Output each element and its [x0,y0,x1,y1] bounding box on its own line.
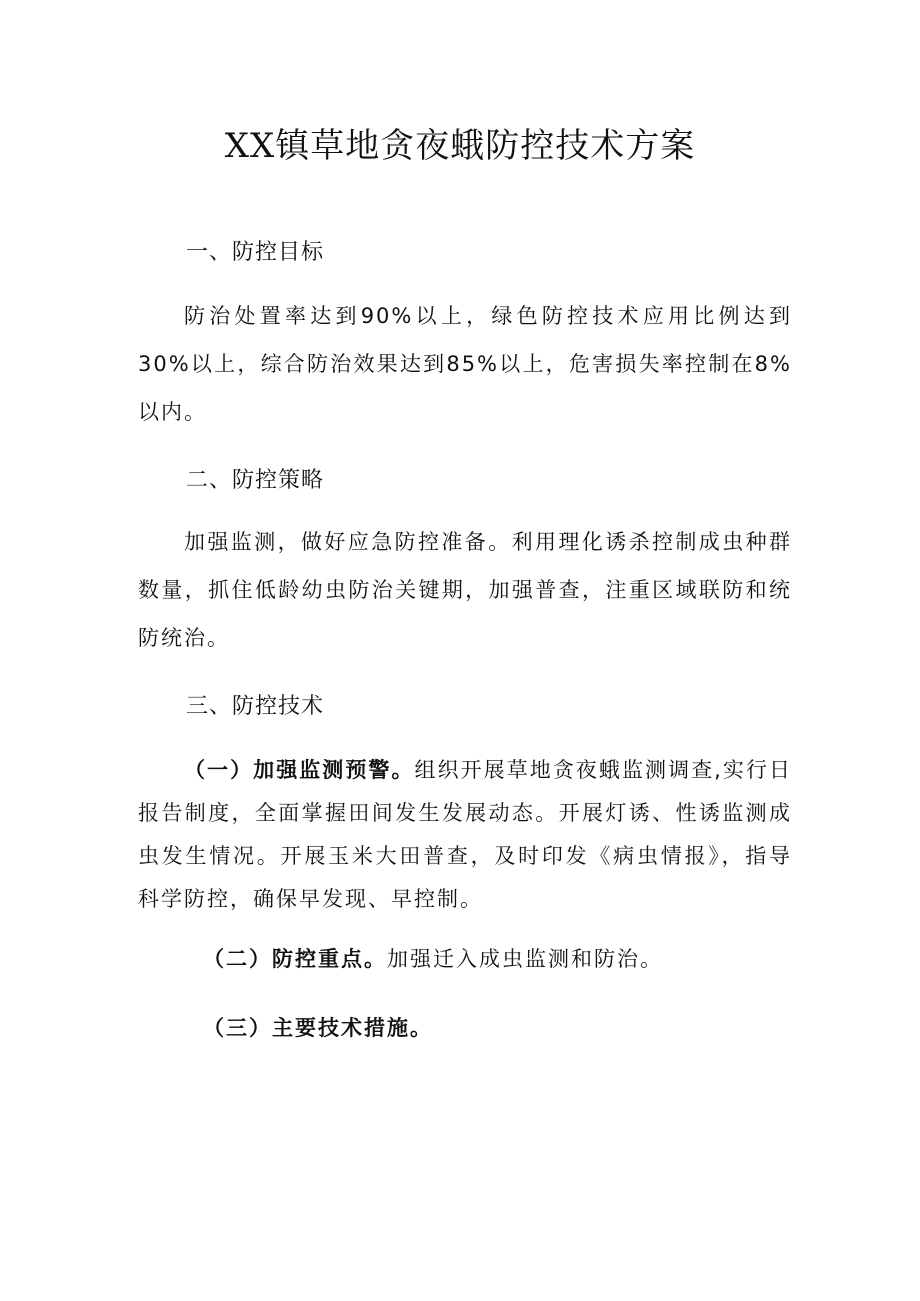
subheading-monitoring: （一）加强监测预警。 [184,758,415,782]
document-title: XX镇草地贪夜蛾防控技术方案 [224,126,696,166]
section-heading-goals: 一、防控目标 [186,240,325,265]
paragraph-strategy: 加强监测，做好应急防控准备。利用理化诱杀控制成虫种群数量，抓住低龄幼虫防治关键期，加强普查，注重区域联防和统防统治。 [138,530,792,650]
key-points-body: 加强迁入成虫监测和防治。 [387,947,663,971]
paragraph-key-points [203,944,663,974]
paragraph-monitoring [138,749,792,921]
paragraph-main-measures [203,1013,433,1043]
paragraph-goals: 防治处置率达到90%以上，绿色防控技术应用比例达到30%以上，综合防治效果达到85%以上，危害损失率控制在8%以内。 [138,304,792,424]
section-heading-techniques: 三、防控技术 [186,694,325,719]
subheading-main-measures: （三）主要技术措施。 [203,1016,433,1040]
monitoring-body: 组织开展草地贪夜蛾监测调查,实行日报告制度，全面掌握田间发生发展动态。开展灯诱、性诱监测成虫发生情况。开展玉米大田普查，及时印发《病虫情报》，指导科学防控，确保早发现、早控制。 [138,758,792,911]
subheading-key-points: （二）防控重点。 [203,947,387,971]
section-heading-strategy: 二、防控策略 [186,468,325,493]
